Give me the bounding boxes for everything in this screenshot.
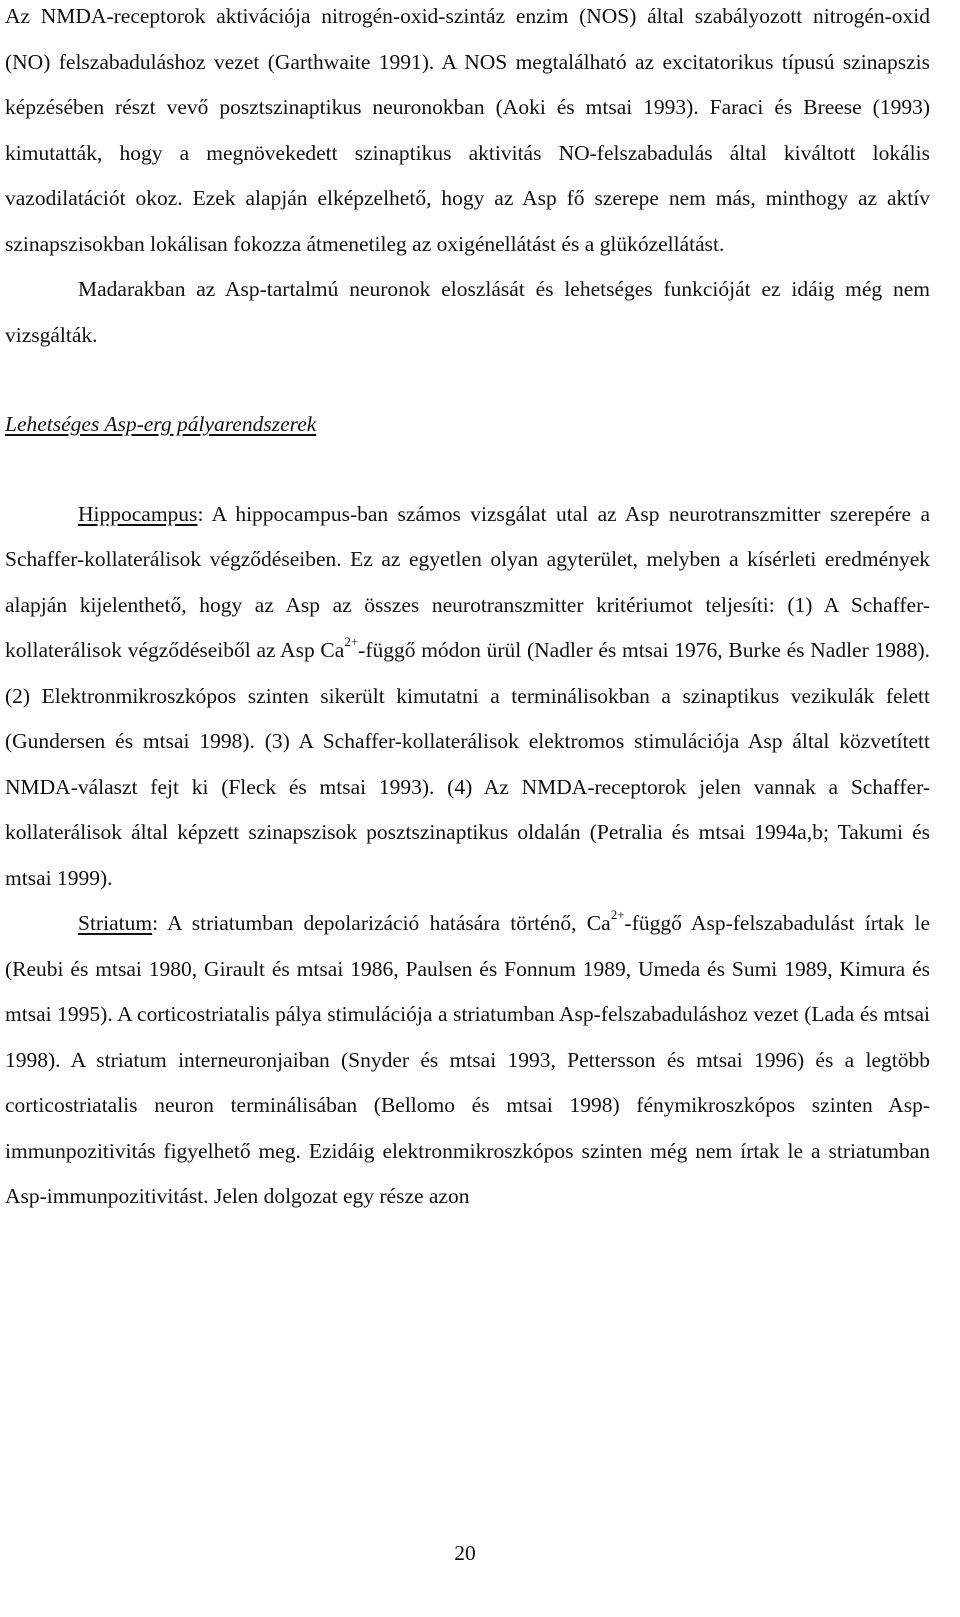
intro-paragraph: Az NMDA-receptorok aktivációja nitrogén-oxid-szintáz enzim (NOS) által szabályozott nitrogén-oxid (NO) felszabaduláshoz vezet (Garthwaite 1991). A NOS megtalálható az excitatorikus típusú szinapszis képzésében részt vevő posztszinaptikus neuronokban (Aoki és mtsai 1993). Faraci és Breese (1993) kimutatták, hogy a megnövekedett szinaptikus aktivitás NO-felszabadulás által kiváltott lokális vazodilatációt okoz. Ezek alapján elképzelhető, hogy az Asp fő szerepe nem más, minthogy az aktív szinapszisokban lokálisan fokozza átmenetileg az oxigénellátást és a glükózellátást. bbox=[5, 4, 930, 256]
page-number: 20 bbox=[454, 1541, 476, 1565]
striatum-label: Striatum bbox=[78, 911, 153, 935]
striatum-paragraph bbox=[5, 901, 930, 1220]
document-page bbox=[5, 0, 930, 1220]
striatum-text-after-superscript: -függő Asp-felszabadulást írtak le (Reubi és mtsai 1980, Girault és mtsai 1986, Paulsen és Fonnum 1989, Umeda és Sumi 1989, Kimura és mtsai 1995). A corticostriatalis pálya stimulációja a striatumban Asp-felszabaduláshoz vezet (Lada és mtsai 1998). A striatum interneuronjaiban (Snyder és mtsai 1993, Pettersson és mtsai 1996) és a legtöbb corticostriatalis neuron terminálisában (Bellomo és mtsai 1998) fénymikroszkópos szinten Asp-immunpozitivitás figyelhető meg. Ezidáig elektronmikroszkópos szinten még nem írtak le a striatumban Asp-immunpozitivitást. Jelen dolgozat egy része azon bbox=[5, 911, 930, 1208]
hippocampus-paragraph bbox=[5, 492, 930, 902]
calcium-charge-superscript: 2+ bbox=[610, 906, 625, 922]
hippocampus-text-after-superscript: -függő módon ürül (Nadler és mtsai 1976, Burke és Nadler 1988). (2) Elektronmikroszkópos szinten sikerült kimutatni a terminálisokban a szinaptikus vezikulák felett (Gundersen és mtsai 1998). (3) A Schaffer-kollaterálisok elektromos stimulációja Asp által közvetített NMDA-választ fejt ki (Fleck és mtsai 1993). (4) Az NMDA-receptorok jelen vannak a Schaffer-kollaterálisok által képzett szinapszisok posztszinaptikus oldalán (Petralia és mtsai 1994a,b; Takumi és mtsai 1999). bbox=[5, 638, 930, 890]
striatum-text-before-superscript: : A striatumban depolarizáció hatására történő, Ca bbox=[152, 911, 611, 935]
hippocampus-label: Hippocampus bbox=[78, 501, 198, 526]
birds-paragraph: Madarakban az Asp-tartalmú neuronok eloszlását és lehetséges funkcióját ez idáig még nem vizsgálták. bbox=[5, 277, 930, 347]
section-heading: Lehetséges Asp-erg pályarendszerek bbox=[5, 412, 317, 436]
hippocampus-text-before-superscript: : A hippocampus-ban számos vizsgálat utal az Asp neurotranszmitter szerepére a Schaffer-kollaterálisok végződéseiben. Ez az egyetlen olyan agyterület, melyben a kísérleti eredmények alapján kijelenthető, hogy az Asp az összes neurotranszmitter kritériumot teljesíti: (1) A Schaffer-kollaterálisok végződéseiből az Asp Ca bbox=[5, 501, 930, 662]
calcium-charge-superscript: 2+ bbox=[344, 633, 359, 649]
